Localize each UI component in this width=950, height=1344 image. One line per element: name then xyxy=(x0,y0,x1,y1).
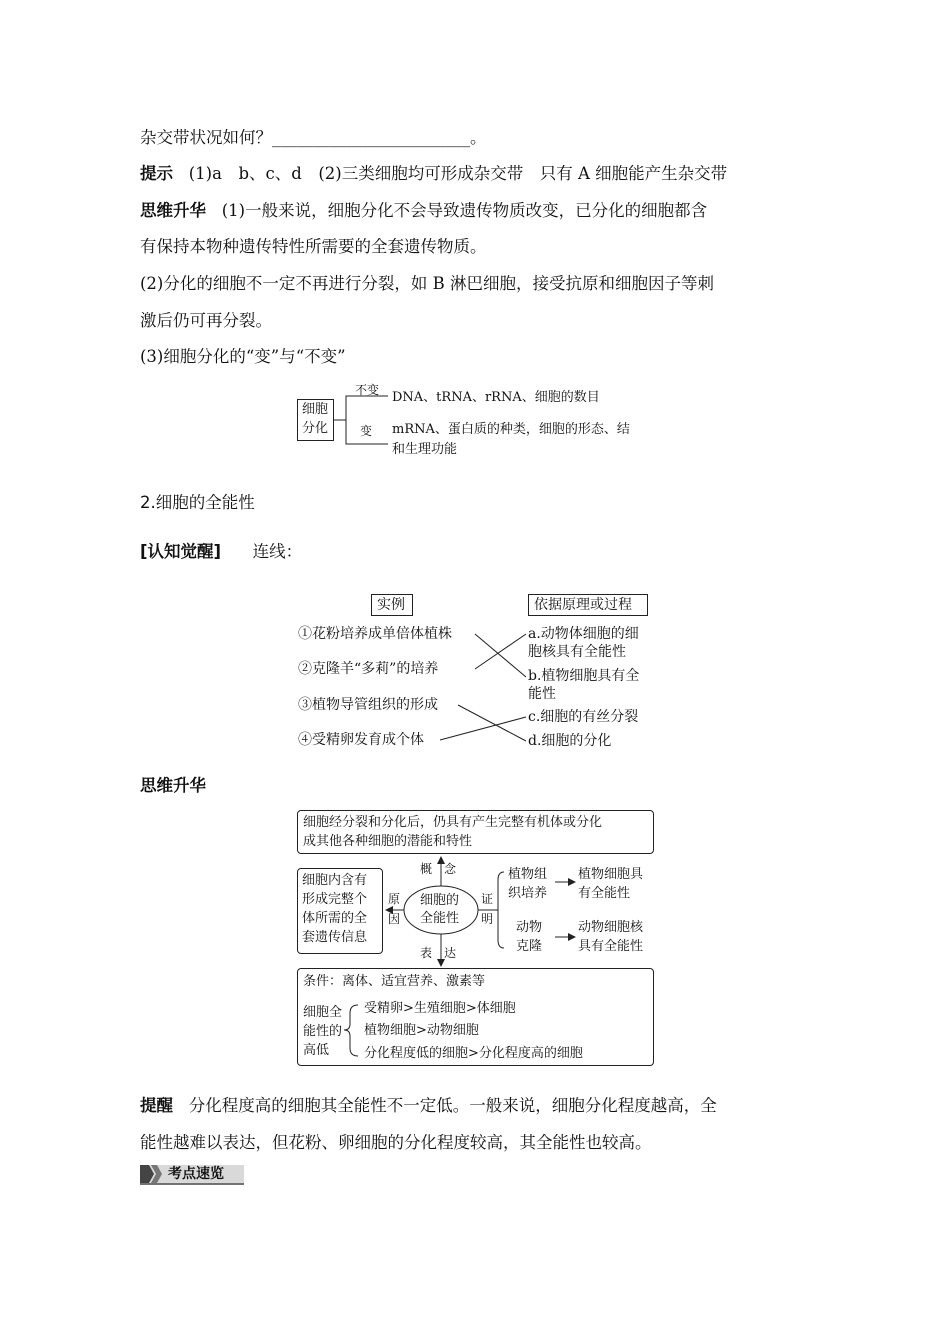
level-item-2: 植物细胞>动物细胞 xyxy=(364,1023,479,1038)
match-left-3[interactable]: ③植物导管组织的形成 xyxy=(298,697,438,713)
thinking-line2: 有保持本物种遗传特性所需要的全套遗传物质。 xyxy=(140,237,487,256)
animal-clone-1: 动物 xyxy=(516,920,543,935)
thinking-line5: (3)细胞分化的“变”与“不变” xyxy=(140,347,346,366)
reason-label-1: 原 xyxy=(388,892,401,906)
center-line-2: 全能性 xyxy=(420,911,460,926)
question-line: 杂交带状况如何？________________________。 xyxy=(140,128,487,147)
match-left-1[interactable]: ①花粉培养成单倍体植株 xyxy=(298,626,452,642)
section-title: 2.细胞的全能性 xyxy=(140,493,255,512)
reminder-line1: 提醒 分化程度高的细胞其全能性不一定低。一般来说，细胞分化程度越高，全 xyxy=(140,1096,717,1115)
match-right-c[interactable]: c.细胞的有丝分裂 xyxy=(528,709,639,725)
match-left-2[interactable]: ②克隆羊“多莉”的培养 xyxy=(298,661,439,677)
express-label: 表 达 xyxy=(420,946,457,960)
level-item-3: 分化程度低的细胞>分化程度高的细胞 xyxy=(364,1046,583,1061)
reminder-label: 提醒 xyxy=(140,1096,173,1115)
hint-label: 提示 xyxy=(140,164,173,183)
changed-label: 变 xyxy=(360,424,373,438)
section-heading-banner xyxy=(140,1163,244,1185)
condition-text: 条件：离体、适宜营养、激素等 xyxy=(303,974,486,989)
basis-header-box: 依据原理或过程 xyxy=(528,594,648,616)
animal-clone-2: 克隆 xyxy=(516,939,543,954)
animal-result-2: 具有全能性 xyxy=(578,939,644,954)
thinking-label: 思维升华 xyxy=(140,201,206,220)
plant-culture-2: 织培养 xyxy=(508,886,548,901)
match-right-d[interactable]: d.细胞的分化 xyxy=(528,733,612,749)
unchanged-label: 不变 xyxy=(355,383,380,397)
match-right-b-1[interactable]: b.植物细胞具有全 xyxy=(528,668,640,684)
reason-box: 细胞内含有 形成完整个 体所需的全 套遗传信息 xyxy=(297,868,383,954)
reminder-line2: 能性越难以表达，但花粉、卵细胞的分化程度较高，其全能性也较高。 xyxy=(140,1133,652,1152)
changed-text-2: 和生理功能 xyxy=(392,442,458,457)
concept-label: 概 念 xyxy=(420,862,457,876)
prove-label-1: 证 xyxy=(481,892,494,906)
cognition-label: [认知觉醒] xyxy=(140,542,222,561)
match-left-4[interactable]: ④受精卵发育成个体 xyxy=(298,732,424,748)
animal-result-1: 动物细胞核 xyxy=(578,920,644,935)
match-right-b-2[interactable]: 能性 xyxy=(528,686,556,702)
match-right-a-1[interactable]: a.动物体细胞的细 xyxy=(528,626,639,642)
cell-differentiation-box: 细胞 分化 xyxy=(297,399,334,441)
thinking2-label: 思维升华 xyxy=(140,776,206,795)
thinking-line4: 激后仍可再分裂。 xyxy=(140,311,272,330)
plant-culture-1: 植物组 xyxy=(508,867,548,882)
concept-box: 细胞经分裂和分化后，仍具有产生完整有机体或分化 成其他各种细胞的潜能和特性 xyxy=(297,810,654,854)
plant-result-2: 有全能性 xyxy=(578,886,631,901)
unchanged-text: DNA、tRNA、rRNA、细胞的数目 xyxy=(392,390,600,405)
answer-blank[interactable]: ________________________ xyxy=(272,128,470,147)
center-line-1: 细胞的 xyxy=(420,893,460,908)
reason-label-2: 因 xyxy=(388,912,401,926)
example-header-box: 实例 xyxy=(371,594,413,616)
match-right-a-2[interactable]: 胞核具有全能性 xyxy=(528,644,626,660)
plant-result-1: 植物细胞具 xyxy=(578,867,644,882)
thinking-line1: 思维升华 (1)一般来说，细胞分化不会导致遗传物质改变，已分化的细胞都含 xyxy=(140,201,708,220)
changed-text-1: mRNA、蛋白质的种类，细胞的形态、结 xyxy=(392,422,630,437)
hint-text: (1)a b、c、d (2)三类细胞均可形成杂交带 只有 A 细胞能产生杂交带 xyxy=(188,164,728,183)
condition-box: 条件：离体、适宜营养、激素等 细胞全 能性的 高低 受精卵>生殖细胞>体细胞 植物细胞>动物细胞 分化程度低的细胞>分化程度高的细胞 xyxy=(297,968,654,1066)
thinking-line3: (2)分化的细胞不一定不再进行分裂，如 B 淋巴细胞，接受抗原和细胞因子等刺 xyxy=(140,274,714,293)
prove-label-2: 明 xyxy=(481,912,494,926)
cognition-line: [认知觉醒] 连线： xyxy=(140,542,303,561)
banner-label: 考点速览 xyxy=(168,1166,224,1182)
level-item-1: 受精卵>生殖细胞>体细胞 xyxy=(364,1001,516,1016)
